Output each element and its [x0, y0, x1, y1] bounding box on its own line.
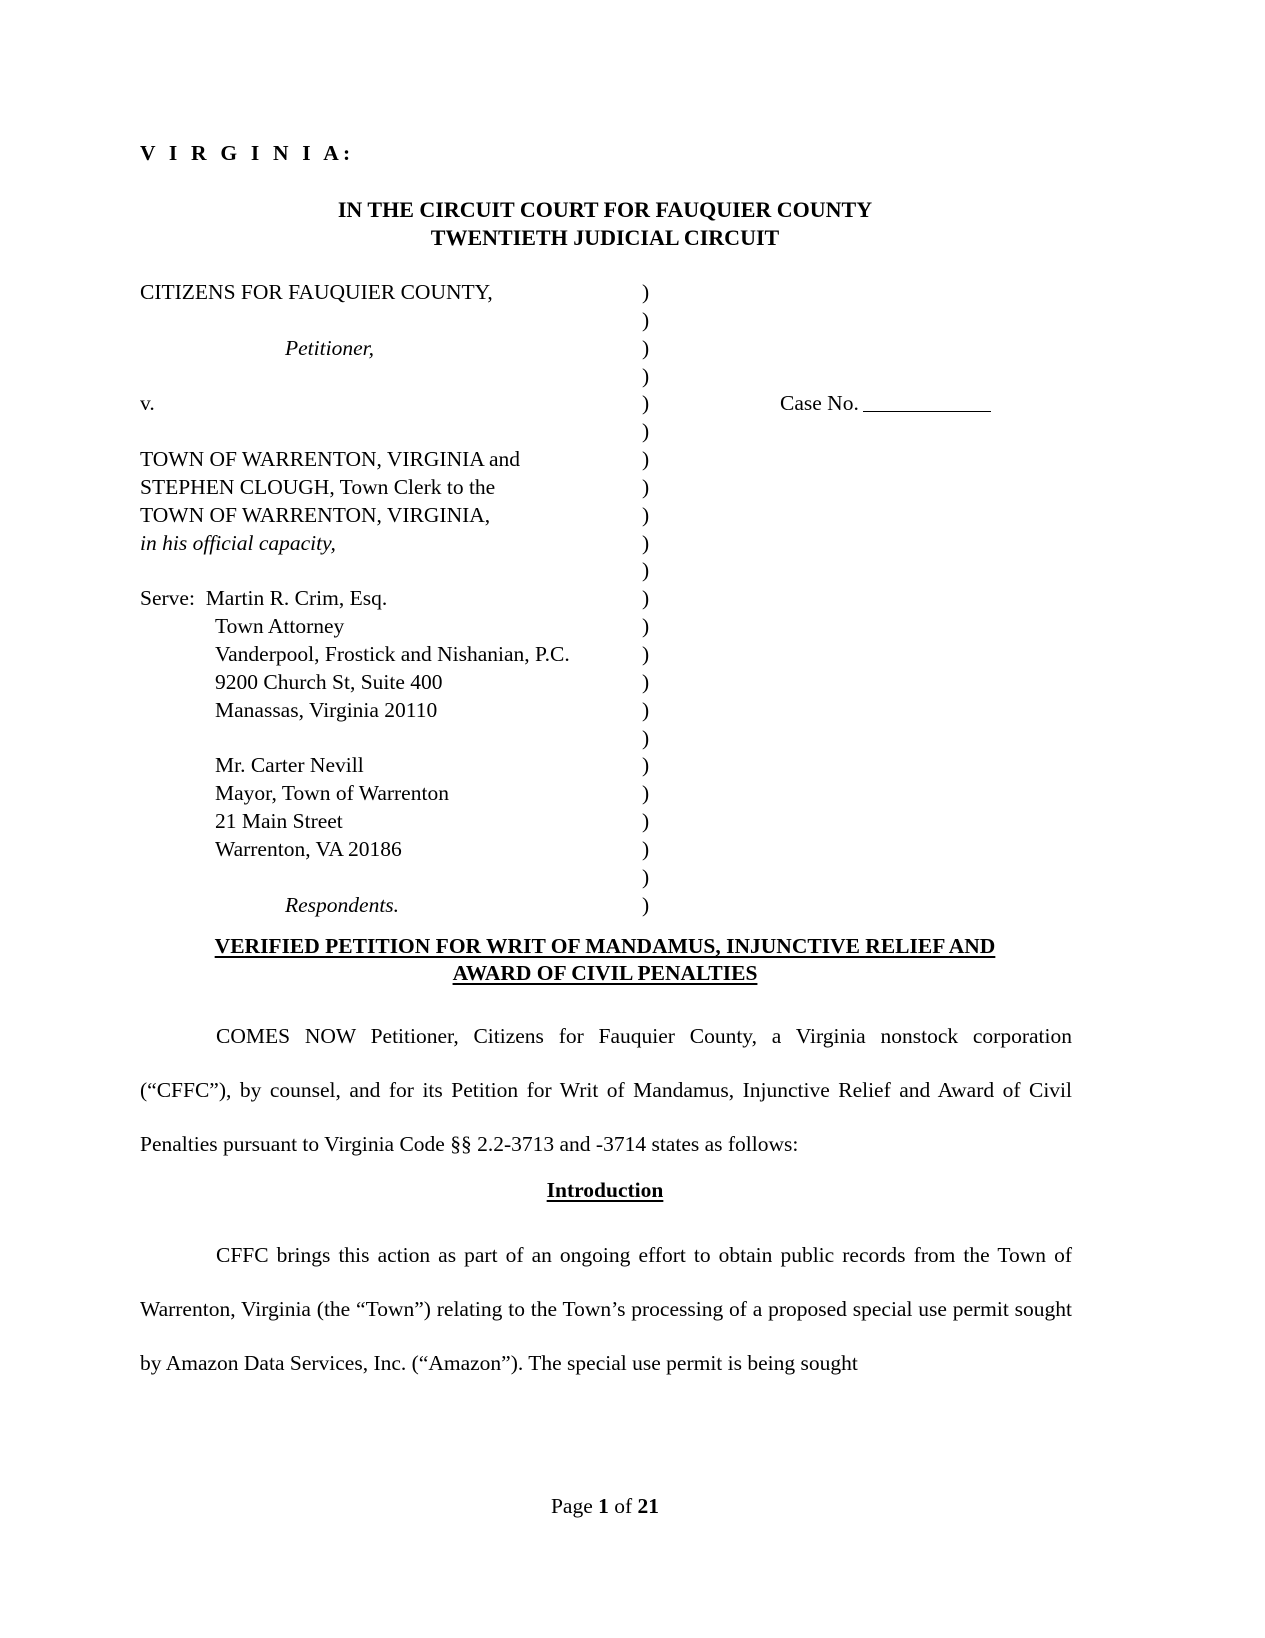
caption-spacer: [140, 307, 630, 335]
caption-paren: ): [642, 809, 650, 834]
court-heading: [140, 196, 1070, 252]
caption-paren: ): [642, 697, 650, 722]
introduction-paragraph: CFFC brings this action as part of an ongoing effort to obtain public records from the Town of Warrenton, Virginia (the “Town”) relating to the Town’s processing of a proposed special use permit sought by Amazon Data Services, Inc. (“Amazon”). The special use permit is being sought: [140, 1243, 1072, 1375]
footer-page-number: 1: [598, 1494, 609, 1518]
serve-line: Vanderpool, Frostick and Nishanian, P.C.: [215, 641, 570, 666]
case-number-label: Case No.: [780, 391, 859, 415]
page-footer: [140, 1494, 1070, 1519]
footer-middle: of: [608, 1494, 638, 1518]
serve-line: Mayor, Town of Warrenton: [215, 781, 449, 806]
serve-line: 9200 Church St, Suite 400: [215, 669, 443, 694]
preamble-paragraph: COMES NOW Petitioner, Citizens for Fauquier County, a Virginia nonstock corporation (“CFFC”), by counsel, and for its Petition for Writ of Mandamus, Injunctive Relief and Award of Civil Penalties pursuant to Virginia Code §§ 2.2-3713 and -3714 states as follows:: [140, 1024, 1072, 1156]
caption-spacer: [140, 864, 630, 892]
serve-line: Mr. Carter Nevill: [215, 753, 364, 778]
caption-paren: ): [642, 864, 650, 889]
caption-paren: ): [642, 558, 650, 583]
serve-line: Warrenton, VA 20186: [215, 836, 402, 861]
caption-paren: ): [642, 447, 650, 472]
serve-line-first: [140, 585, 630, 613]
caption-parties-column: [140, 279, 630, 919]
caption-paren: ): [642, 391, 650, 416]
document-title-line-1: VERIFIED PETITION FOR WRIT OF MANDAMUS, INJUNCTIVE RELIEF AND: [214, 934, 996, 958]
respondents-role: Respondents.: [285, 892, 400, 917]
respondent-line: TOWN OF WARRENTON, VIRGINIA and: [140, 447, 521, 472]
serve-line: Town Attorney: [215, 614, 345, 639]
court-heading-line-1: IN THE CIRCUIT COURT FOR FAUQUIER COUNTY: [337, 197, 873, 222]
caption-spacer: [140, 725, 630, 753]
caption-paren: ): [642, 669, 650, 694]
serve-name: Martin R. Crim, Esq.: [205, 586, 388, 611]
serve-line: 21 Main Street: [215, 809, 343, 834]
caption-paren: ): [642, 781, 650, 806]
preamble-block: [140, 1009, 1072, 1171]
petitioner-name: CITIZENS FOR FAUQUIER COUNTY,: [140, 280, 493, 304]
versus-label: v.: [140, 391, 155, 416]
serve-line: Manassas, Virginia 20110: [215, 697, 438, 722]
introduction-block: [140, 1228, 1072, 1390]
caption-spacer: [140, 557, 630, 585]
caption-paren: ): [642, 363, 650, 388]
caption-paren: ): [642, 586, 650, 611]
caption-paren: ): [642, 474, 650, 499]
respondent-capacity: in his official capacity,: [140, 530, 336, 555]
caption-paren: ): [642, 307, 650, 332]
caption-spacer: [140, 363, 630, 391]
footer-prefix: Page: [550, 1494, 599, 1518]
caption-spacer: [140, 418, 630, 446]
document-title: [140, 933, 1070, 988]
respondent-line: STEPHEN CLOUGH, Town Clerk to the: [140, 474, 496, 499]
caption-paren: ): [642, 725, 650, 750]
document-title-line-2: AWARD OF CIVIL PENALTIES: [452, 961, 758, 986]
caption-paren: ): [642, 753, 650, 778]
caption-paren-column: [642, 279, 672, 919]
caption-paren: ): [642, 892, 650, 917]
case-number-field: [780, 390, 991, 418]
court-heading-line-2: TWENTIETH JUDICIAL CIRCUIT: [430, 224, 780, 250]
jurisdiction-heading: V I R G I N I A:: [140, 141, 355, 165]
caption-paren: ): [642, 530, 650, 555]
petitioner-role: Petitioner,: [285, 335, 374, 360]
respondent-line: TOWN OF WARRENTON, VIRGINIA,: [140, 502, 491, 527]
caption-paren: ): [642, 641, 650, 666]
caption-paren: ): [642, 335, 650, 360]
footer-total-pages: 21: [637, 1494, 660, 1518]
caption-paren: ): [642, 614, 650, 639]
case-number-input[interactable]: [863, 411, 991, 412]
caption-paren: ): [642, 502, 650, 527]
section-heading-introduction: Introduction: [546, 1178, 664, 1202]
caption-paren: ): [642, 419, 650, 444]
serve-label: Serve:: [140, 586, 195, 611]
caption-paren: ): [642, 280, 650, 304]
caption-paren: ): [642, 836, 650, 861]
